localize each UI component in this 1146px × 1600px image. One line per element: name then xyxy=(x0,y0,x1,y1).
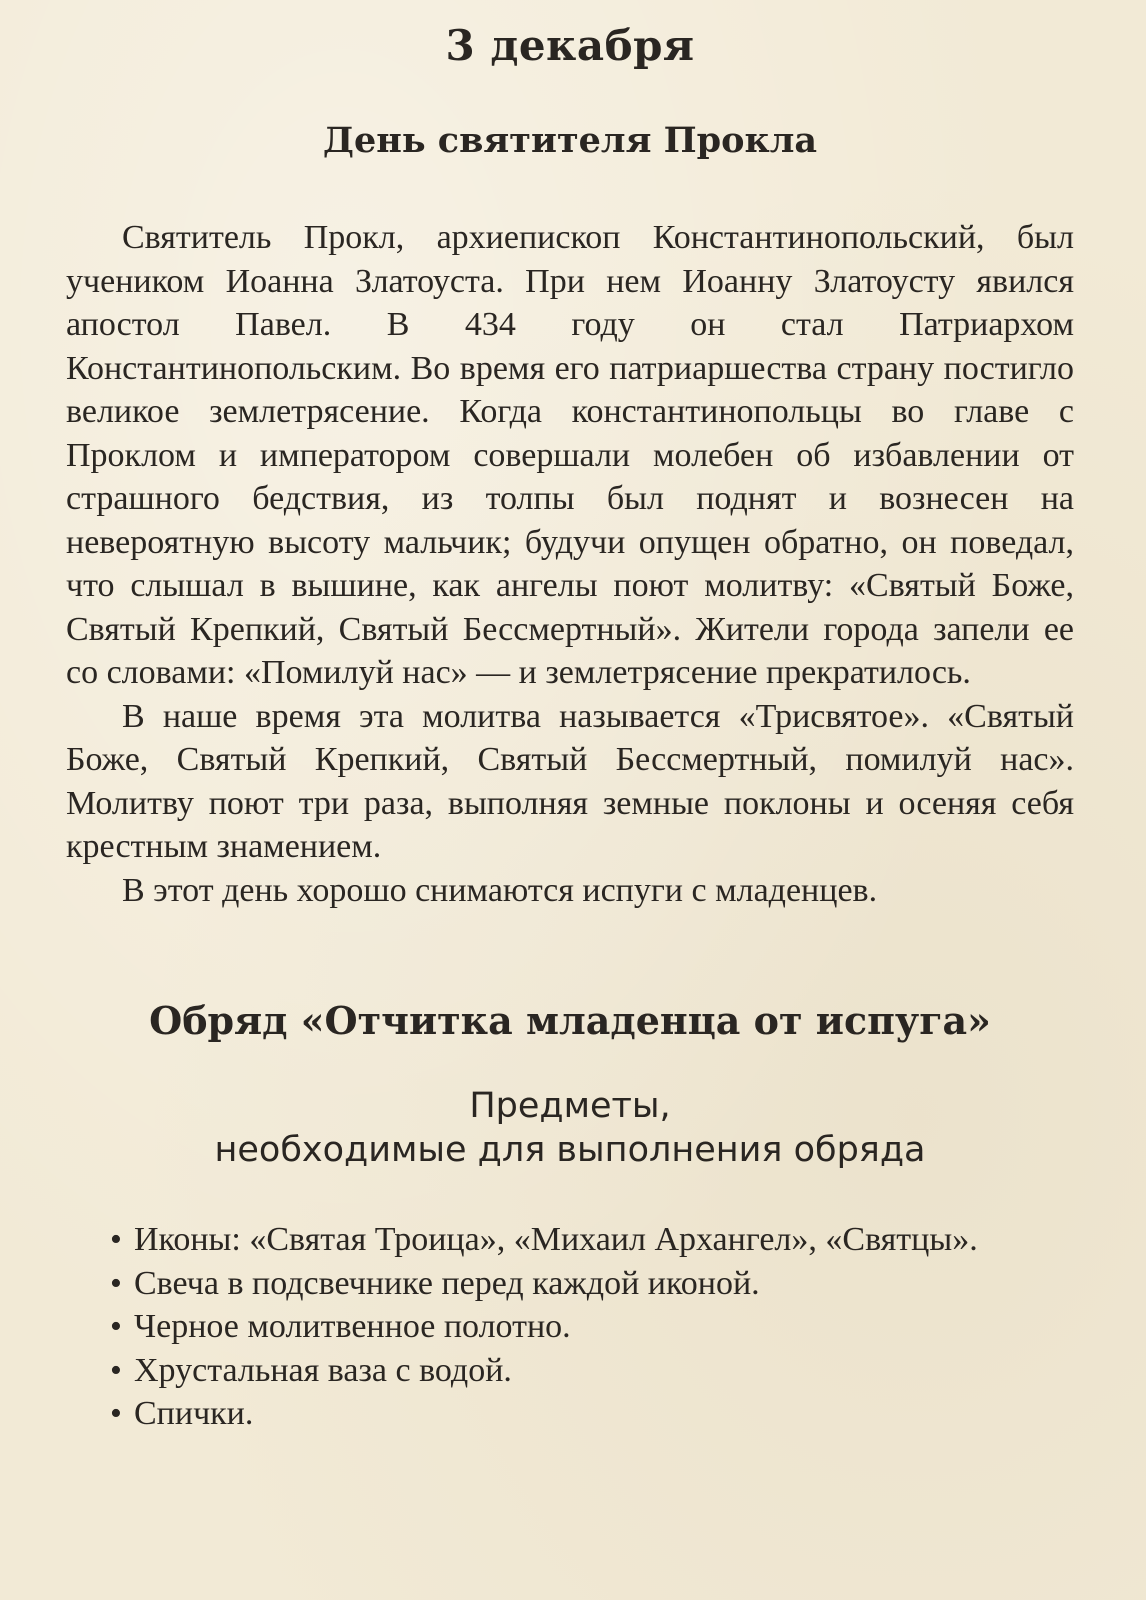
rite-title: Обряд «Отчитка младенца от испуга» xyxy=(149,998,991,1043)
article-body xyxy=(66,216,1074,912)
day-title: День святителя Прокла xyxy=(322,120,818,161)
list-item xyxy=(110,1262,1074,1306)
required-items-list xyxy=(66,1218,1074,1436)
list-item xyxy=(110,1349,1074,1393)
bullet-icon: • xyxy=(110,1221,122,1258)
list-item xyxy=(110,1305,1074,1349)
items-heading-line-2: необходимые для выполнения обряда xyxy=(214,1130,926,1170)
list-item-text: Свеча в подсвечнике перед каждой иконой. xyxy=(134,1264,760,1302)
bullet-icon: • xyxy=(110,1351,122,1389)
paragraph-2: В наше время эта молитва называется «Трисвятое». «Святый Боже, Святый Крепкий, Святый Бессмертный, помилуй нас». Молитву поют три раза, выполняя земные поклоны и осеняя себя крестным знамением. xyxy=(66,697,1074,865)
items-heading-line-1: Предметы, xyxy=(469,1086,671,1126)
bullet-icon: • xyxy=(110,1395,122,1432)
bullet-icon: • xyxy=(110,1264,122,1302)
date-heading: 3 декабря xyxy=(445,21,695,70)
list-item xyxy=(110,1218,1074,1262)
paragraph-3: В этот день хорошо снимаются испуги с младенцев. xyxy=(122,871,878,909)
list-item xyxy=(110,1392,1074,1436)
list-item-text: Иконы: «Святая Троица», «Михаил Архангел», «Святцы». xyxy=(134,1221,978,1258)
list-item-text: Черное молитвенное полотно. xyxy=(134,1308,571,1345)
list-item-text: Хрустальная ваза с водой. xyxy=(134,1351,512,1389)
items-heading xyxy=(66,1046,1074,1172)
list-item-text: Спички. xyxy=(134,1395,254,1432)
paragraph-1: Святитель Прокл, архиепископ Константинопольский, был учеником Иоанна Златоуста. При нем Иоанну Златоусту явился апостол Павел. В 434 году он стал Патриархом Константинопольским. Во время его патриаршества страну постигло великое землетрясение. Когда константинопольцы во главе с Проклом и императором совершали молебен об избавлении от страшного бедствия, из толпы был поднят и вознесен на невероятную высоту мальчик; будучи опущен обратно, он поведал, что слышал в вышине, как ангелы поют молитву: «Святый Боже, Святый Крепкий, Святый Бессмертный». Жители города запели ее со словами: «Помилуй нас» — и землетрясение прекратилось. xyxy=(66,219,1074,691)
bullet-icon: • xyxy=(110,1308,122,1345)
